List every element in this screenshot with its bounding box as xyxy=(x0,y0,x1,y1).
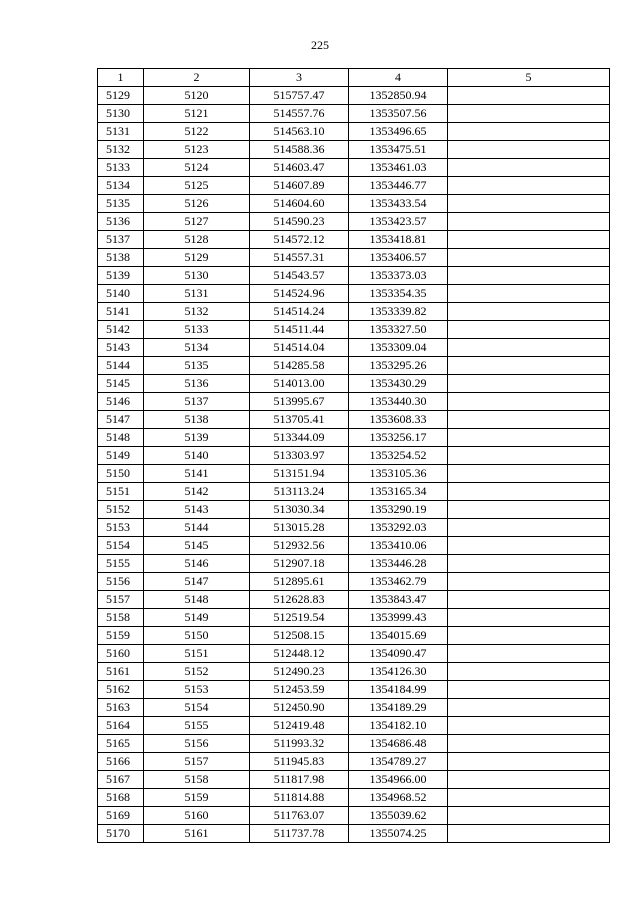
table-cell xyxy=(448,159,610,177)
table-cell: 5150 xyxy=(144,627,250,645)
table-cell xyxy=(448,177,610,195)
table-cell: 5166 xyxy=(98,753,144,771)
table-cell: 5170 xyxy=(98,825,144,843)
table-cell: 513705.41 xyxy=(250,411,349,429)
table-cell xyxy=(448,465,610,483)
table-row xyxy=(98,609,610,627)
table-cell: 5139 xyxy=(144,429,250,447)
table-row xyxy=(98,159,610,177)
table-cell xyxy=(448,267,610,285)
table-row xyxy=(98,321,610,339)
table-cell: 5161 xyxy=(98,663,144,681)
table-cell xyxy=(448,735,610,753)
table-cell: 514285.58 xyxy=(250,357,349,375)
table-cell: 5140 xyxy=(144,447,250,465)
table-row xyxy=(98,645,610,663)
table-cell: 5137 xyxy=(144,393,250,411)
table-cell: 5144 xyxy=(98,357,144,375)
table-cell: 1353496.65 xyxy=(349,123,448,141)
table-cell: 514514.24 xyxy=(250,303,349,321)
table-cell: 1353446.77 xyxy=(349,177,448,195)
table-cell: 5136 xyxy=(98,213,144,231)
table-cell: 515757.47 xyxy=(250,87,349,105)
table-row xyxy=(98,447,610,465)
table-row xyxy=(98,735,610,753)
table-cell: 1353339.82 xyxy=(349,303,448,321)
table-row xyxy=(98,753,610,771)
table-row xyxy=(98,825,610,843)
table-cell: 514557.31 xyxy=(250,249,349,267)
table-row xyxy=(98,195,610,213)
table-cell: 513015.28 xyxy=(250,519,349,537)
table-cell: 1354686.48 xyxy=(349,735,448,753)
table-cell: 511763.07 xyxy=(250,807,349,825)
table-cell: 5125 xyxy=(144,177,250,195)
table-cell: 1354968.52 xyxy=(349,789,448,807)
table-cell xyxy=(448,591,610,609)
table-cell: 1354189.29 xyxy=(349,699,448,717)
table-cell: 1353410.06 xyxy=(349,537,448,555)
table-cell: 5149 xyxy=(98,447,144,465)
table-cell: 1354015.69 xyxy=(349,627,448,645)
table-cell: 514013.00 xyxy=(250,375,349,393)
table-cell: 5130 xyxy=(144,267,250,285)
table-cell: 5129 xyxy=(144,249,250,267)
table-cell: 5157 xyxy=(144,753,250,771)
table-cell: 1353295.26 xyxy=(349,357,448,375)
table-cell: 5151 xyxy=(144,645,250,663)
table-cell: 5165 xyxy=(98,735,144,753)
table-cell: 511945.83 xyxy=(250,753,349,771)
table-cell: 5152 xyxy=(98,501,144,519)
table-cell: 5145 xyxy=(144,537,250,555)
table-cell: 1353354.35 xyxy=(349,285,448,303)
table-cell xyxy=(448,753,610,771)
table-cell xyxy=(448,627,610,645)
table-cell xyxy=(448,699,610,717)
table-cell xyxy=(448,285,610,303)
table-cell: 5134 xyxy=(144,339,250,357)
table-cell: 1353327.50 xyxy=(349,321,448,339)
table-cell: 5163 xyxy=(98,699,144,717)
table-cell: 5128 xyxy=(144,231,250,249)
table-cell: 5142 xyxy=(98,321,144,339)
table-cell: 1353406.57 xyxy=(349,249,448,267)
table-cell: 513151.94 xyxy=(250,465,349,483)
table-cell: 5164 xyxy=(98,717,144,735)
table-cell: 5155 xyxy=(144,717,250,735)
table-cell: 5140 xyxy=(98,285,144,303)
table-row xyxy=(98,771,610,789)
table-cell xyxy=(448,519,610,537)
table-cell: 5158 xyxy=(144,771,250,789)
table-cell: 5127 xyxy=(144,213,250,231)
table-cell: 5162 xyxy=(98,681,144,699)
table-cell: 5147 xyxy=(98,411,144,429)
table-row xyxy=(98,573,610,591)
table-cell: 5130 xyxy=(98,105,144,123)
table-cell xyxy=(448,771,610,789)
table-cell: 1353373.03 xyxy=(349,267,448,285)
table-row xyxy=(98,177,610,195)
table-row xyxy=(98,375,610,393)
table-cell xyxy=(448,141,610,159)
table-cell: 1354184.99 xyxy=(349,681,448,699)
table-cell: 5141 xyxy=(98,303,144,321)
table-cell: 5153 xyxy=(144,681,250,699)
table-row xyxy=(98,339,610,357)
table-cell: 5131 xyxy=(98,123,144,141)
table-cell: 514514.04 xyxy=(250,339,349,357)
table-cell: 514572.12 xyxy=(250,231,349,249)
table-cell: 5133 xyxy=(98,159,144,177)
table-cell xyxy=(448,249,610,267)
table-cell: 5151 xyxy=(98,483,144,501)
table-row xyxy=(98,213,610,231)
table-cell: 511737.78 xyxy=(250,825,349,843)
table-cell: 514543.57 xyxy=(250,267,349,285)
table-cell: 1353290.19 xyxy=(349,501,448,519)
table-cell xyxy=(448,537,610,555)
table-cell: 5143 xyxy=(144,501,250,519)
table-row xyxy=(98,591,610,609)
table-cell: 5131 xyxy=(144,285,250,303)
table-cell: 512453.59 xyxy=(250,681,349,699)
table-cell xyxy=(448,447,610,465)
table-cell: 1354789.27 xyxy=(349,753,448,771)
table-cell xyxy=(448,303,610,321)
table-cell: 1354966.00 xyxy=(349,771,448,789)
table-row xyxy=(98,411,610,429)
table-cell: 512508.15 xyxy=(250,627,349,645)
table-row xyxy=(98,357,610,375)
table-cell xyxy=(448,483,610,501)
table-cell: 5138 xyxy=(144,411,250,429)
table-cell: 1355039.62 xyxy=(349,807,448,825)
table-row xyxy=(98,663,610,681)
table-cell: 5124 xyxy=(144,159,250,177)
table-cell: 513995.67 xyxy=(250,393,349,411)
table-cell: 5156 xyxy=(144,735,250,753)
table-cell: 514590.23 xyxy=(250,213,349,231)
table-cell: 5169 xyxy=(98,807,144,825)
table-row xyxy=(98,87,610,105)
table-cell: 512490.23 xyxy=(250,663,349,681)
table-cell: 5139 xyxy=(98,267,144,285)
table-cell xyxy=(448,501,610,519)
column-header: 3 xyxy=(250,69,349,87)
table-cell xyxy=(448,411,610,429)
table-cell: 513113.24 xyxy=(250,483,349,501)
table-body xyxy=(98,87,610,843)
table-row xyxy=(98,231,610,249)
table-cell xyxy=(448,609,610,627)
table-cell: 1353423.57 xyxy=(349,213,448,231)
table-cell: 5132 xyxy=(98,141,144,159)
table-cell: 5144 xyxy=(144,519,250,537)
table-cell: 1353440.30 xyxy=(349,393,448,411)
table-cell xyxy=(448,123,610,141)
table-cell: 514557.76 xyxy=(250,105,349,123)
table-cell: 5123 xyxy=(144,141,250,159)
table-cell: 1353418.81 xyxy=(349,231,448,249)
table-row xyxy=(98,555,610,573)
table-cell: 1353999.43 xyxy=(349,609,448,627)
table-cell: 5154 xyxy=(144,699,250,717)
table-row xyxy=(98,303,610,321)
table-cell: 5120 xyxy=(144,87,250,105)
table-cell: 5154 xyxy=(98,537,144,555)
table-cell: 1353254.52 xyxy=(349,447,448,465)
table-cell: 5159 xyxy=(144,789,250,807)
column-header: 5 xyxy=(448,69,610,87)
table-cell: 5147 xyxy=(144,573,250,591)
table-cell: 513030.34 xyxy=(250,501,349,519)
table-cell: 1353446.28 xyxy=(349,555,448,573)
table-row xyxy=(98,699,610,717)
table-cell: 511993.32 xyxy=(250,735,349,753)
table-cell: 5141 xyxy=(144,465,250,483)
table-row xyxy=(98,141,610,159)
table-cell: 5145 xyxy=(98,375,144,393)
table-cell xyxy=(448,789,610,807)
table-cell: 5135 xyxy=(98,195,144,213)
table-cell: 5134 xyxy=(98,177,144,195)
table-row xyxy=(98,519,610,537)
table-row xyxy=(98,267,610,285)
table-cell: 1353462.79 xyxy=(349,573,448,591)
table-cell xyxy=(448,87,610,105)
table-cell: 512450.90 xyxy=(250,699,349,717)
table-cell: 1355074.25 xyxy=(349,825,448,843)
table-row xyxy=(98,393,610,411)
column-header: 2 xyxy=(144,69,250,87)
table-cell: 1352850.94 xyxy=(349,87,448,105)
table-cell: 513344.09 xyxy=(250,429,349,447)
table-row xyxy=(98,537,610,555)
table-cell: 5152 xyxy=(144,663,250,681)
table-cell: 5122 xyxy=(144,123,250,141)
table-cell: 1353433.54 xyxy=(349,195,448,213)
table-cell xyxy=(448,213,610,231)
table-cell: 5138 xyxy=(98,249,144,267)
table-cell xyxy=(448,105,610,123)
table-cell: 1353843.47 xyxy=(349,591,448,609)
table-cell: 514563.10 xyxy=(250,123,349,141)
table-cell xyxy=(448,663,610,681)
table-header-row xyxy=(98,69,610,87)
table-cell xyxy=(448,717,610,735)
table-cell xyxy=(448,645,610,663)
table-cell: 5148 xyxy=(98,429,144,447)
table-cell: 5135 xyxy=(144,357,250,375)
table-cell xyxy=(448,555,610,573)
table-cell: 1353430.29 xyxy=(349,375,448,393)
table-cell: 5161 xyxy=(144,825,250,843)
table-cell: 512895.61 xyxy=(250,573,349,591)
table-cell xyxy=(448,375,610,393)
table-cell: 1353292.03 xyxy=(349,519,448,537)
table-cell: 5150 xyxy=(98,465,144,483)
table-cell xyxy=(448,681,610,699)
table-row xyxy=(98,627,610,645)
table-cell: 1354090.47 xyxy=(349,645,448,663)
table-cell: 5156 xyxy=(98,573,144,591)
table-cell: 5155 xyxy=(98,555,144,573)
table-row xyxy=(98,249,610,267)
column-header: 1 xyxy=(98,69,144,87)
table-cell: 1353507.56 xyxy=(349,105,448,123)
table-cell: 511814.88 xyxy=(250,789,349,807)
table-cell: 1353105.36 xyxy=(349,465,448,483)
table-cell: 514524.96 xyxy=(250,285,349,303)
table-row xyxy=(98,789,610,807)
table-cell: 1353256.17 xyxy=(349,429,448,447)
table-cell: 5126 xyxy=(144,195,250,213)
table-cell: 5142 xyxy=(144,483,250,501)
table-cell xyxy=(448,231,610,249)
table-cell: 5121 xyxy=(144,105,250,123)
table-cell: 514588.36 xyxy=(250,141,349,159)
table-cell: 512448.12 xyxy=(250,645,349,663)
table-cell: 5158 xyxy=(98,609,144,627)
table-cell: 5153 xyxy=(98,519,144,537)
table-row xyxy=(98,285,610,303)
table-cell: 514607.89 xyxy=(250,177,349,195)
table-cell xyxy=(448,573,610,591)
table-cell: 1353608.33 xyxy=(349,411,448,429)
table-cell: 5129 xyxy=(98,87,144,105)
table-row xyxy=(98,501,610,519)
table-cell: 5160 xyxy=(98,645,144,663)
table-cell: 514511.44 xyxy=(250,321,349,339)
column-header: 4 xyxy=(349,69,448,87)
table-cell: 5146 xyxy=(98,393,144,411)
table-cell: 1353475.51 xyxy=(349,141,448,159)
table-cell: 512419.48 xyxy=(250,717,349,735)
table-cell: 513303.97 xyxy=(250,447,349,465)
table-cell xyxy=(448,393,610,411)
table-cell xyxy=(448,339,610,357)
table-cell: 5133 xyxy=(144,321,250,339)
table-cell: 5168 xyxy=(98,789,144,807)
table-row xyxy=(98,465,610,483)
table-cell: 5160 xyxy=(144,807,250,825)
table-cell xyxy=(448,321,610,339)
table-cell: 5167 xyxy=(98,771,144,789)
table-cell: 512519.54 xyxy=(250,609,349,627)
table-cell: 1353309.04 xyxy=(349,339,448,357)
table-cell: 5137 xyxy=(98,231,144,249)
table-cell: 5148 xyxy=(144,591,250,609)
table-cell: 5159 xyxy=(98,627,144,645)
table-row xyxy=(98,681,610,699)
table-cell: 512628.83 xyxy=(250,591,349,609)
table-cell: 514604.60 xyxy=(250,195,349,213)
table-cell: 5132 xyxy=(144,303,250,321)
table-cell: 512932.56 xyxy=(250,537,349,555)
table-cell: 5143 xyxy=(98,339,144,357)
table-cell: 1354126.30 xyxy=(349,663,448,681)
table-row xyxy=(98,483,610,501)
table-cell: 1353461.03 xyxy=(349,159,448,177)
table-cell: 5157 xyxy=(98,591,144,609)
table-cell: 5149 xyxy=(144,609,250,627)
table-cell xyxy=(448,807,610,825)
coordinates-table xyxy=(97,68,610,843)
table-cell: 512907.18 xyxy=(250,555,349,573)
table-row xyxy=(98,807,610,825)
table-cell xyxy=(448,825,610,843)
table-cell: 511817.98 xyxy=(250,771,349,789)
table-row xyxy=(98,429,610,447)
table-cell: 514603.47 xyxy=(250,159,349,177)
table-row xyxy=(98,717,610,735)
table-cell xyxy=(448,429,610,447)
table-cell: 1354182.10 xyxy=(349,717,448,735)
page-number: 225 xyxy=(311,38,329,52)
table-cell xyxy=(448,195,610,213)
table-cell: 1353165.34 xyxy=(349,483,448,501)
table-row xyxy=(98,105,610,123)
table-cell: 5136 xyxy=(144,375,250,393)
table-cell: 5146 xyxy=(144,555,250,573)
table-row xyxy=(98,123,610,141)
table-cell xyxy=(448,357,610,375)
